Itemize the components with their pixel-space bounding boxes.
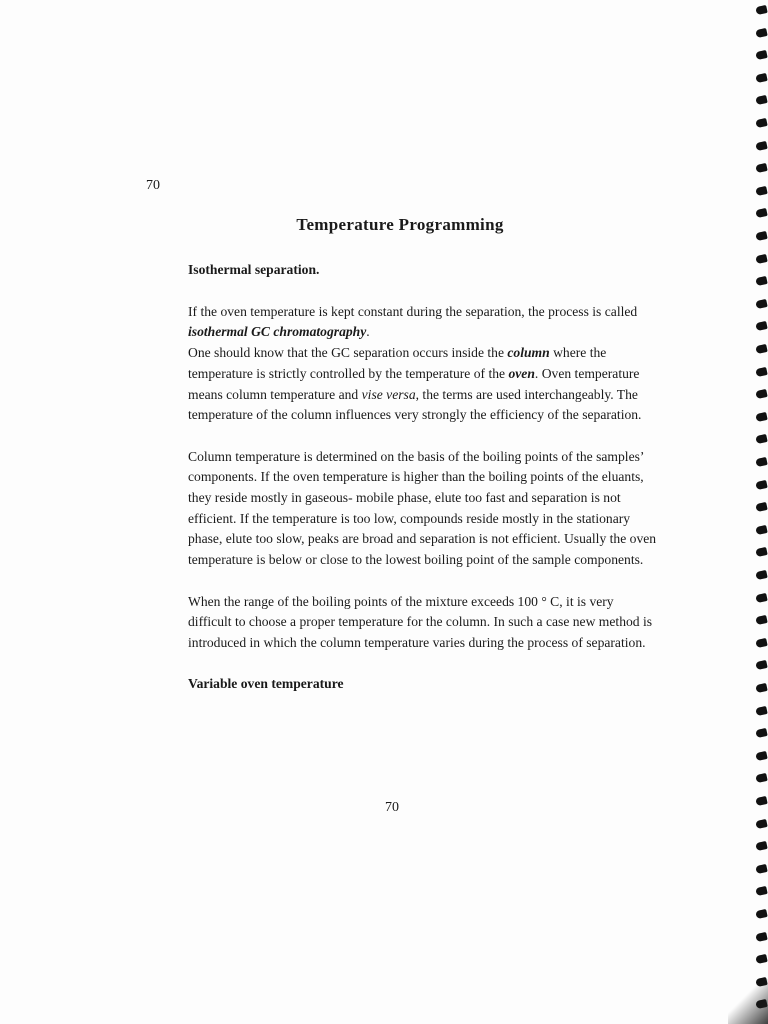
binding-ring — [755, 547, 767, 557]
binding-ring — [755, 28, 767, 38]
binding-ring — [755, 502, 767, 512]
binding-ring — [755, 728, 767, 738]
text-span: If the oven temperature is kept constant during the separation, the process is called — [188, 303, 638, 319]
binding-ring — [755, 593, 767, 603]
binding-ring — [755, 367, 767, 377]
emphasis-oven: oven — [508, 365, 535, 381]
page-title: Temperature Programming — [296, 215, 504, 234]
paragraph-column-oven — [188, 343, 658, 426]
text-span: . Oven temperature means column temperature and — [188, 365, 640, 402]
paragraph-gap — [188, 571, 658, 592]
binding-ring — [755, 615, 767, 625]
binding-ring — [755, 231, 767, 241]
binding-ring — [755, 932, 767, 942]
binding-ring — [755, 186, 767, 196]
binding-ring — [755, 819, 767, 829]
binding-ring — [755, 141, 767, 151]
section-heading-variable-oven: Variable oven temperature — [188, 676, 344, 692]
binding-ring — [755, 95, 767, 105]
paragraph-isothermal-definition — [188, 302, 658, 343]
binding-ring — [755, 163, 767, 173]
body-content — [188, 260, 658, 716]
text-span: . — [366, 324, 370, 340]
binding-ring — [755, 773, 767, 783]
text-span: One should know that the GC separation occurs inside the — [188, 345, 508, 361]
text-span: , the terms are used interchangeably. The temperature of the column influences very strongly the efficiency of the separation. — [188, 386, 642, 423]
binding-ring — [755, 638, 767, 648]
binding-ring — [755, 841, 767, 851]
page-number-top: 70 — [146, 178, 160, 193]
binding-ring — [755, 954, 767, 964]
binding-ring — [755, 570, 767, 580]
binding-ring — [755, 254, 767, 264]
binding-ring — [755, 886, 767, 896]
binding-ring — [755, 321, 767, 331]
paragraph-gap — [188, 654, 658, 675]
spiral-binding — [748, 0, 768, 1024]
emphasis-isothermal-gc: isothermal GC chromatography — [188, 324, 367, 340]
binding-ring — [755, 864, 767, 874]
binding-ring — [755, 457, 767, 467]
binding-ring — [755, 434, 767, 444]
binding-ring — [755, 299, 767, 309]
binding-ring — [755, 480, 767, 490]
binding-ring — [755, 706, 767, 716]
binding-ring — [755, 389, 767, 399]
binding-ring — [755, 344, 767, 354]
binding-ring — [755, 5, 767, 15]
binding-ring — [755, 73, 767, 83]
binding-ring — [755, 751, 767, 761]
paragraph-column-temperature: Column temperature is determined on the basis of the boiling points of the samples’ components. If the oven temperature is higher than the boiling points of the eluants, they reside mostly in gaseous- mobile phase, elute too fast and separation is not efficient. If the temperature is too low, compounds reside mostly in the stationary phase, elute too slow, peaks are broad and separation is not efficient. Usually the oven temperature is below or close to the lowest boiling point of the sample components. — [188, 448, 657, 568]
binding-ring — [755, 412, 767, 422]
paragraph-gap — [188, 426, 658, 447]
section-heading-isothermal: Isothermal separation. — [188, 262, 320, 277]
binding-ring — [755, 909, 767, 919]
emphasis-column: column — [507, 345, 550, 361]
binding-ring — [755, 660, 767, 670]
binding-ring — [755, 525, 767, 535]
binding-ring — [755, 683, 767, 693]
page-corner-shadow — [728, 979, 768, 1024]
paragraph-boiling-range: When the range of the boiling points of the mixture exceeds 100 ° C, it is very difficult to choose a proper temperature for the column. In such a case new method is introduced in which the column temperature varies during the process of separation. — [188, 593, 653, 650]
binding-ring — [755, 208, 767, 218]
emphasis-vise-versa: vise versa — [361, 386, 416, 402]
text-span: where the temperature is strictly controlled by the temperature of the — [188, 345, 607, 381]
binding-ring — [755, 796, 767, 806]
binding-ring — [755, 118, 767, 128]
binding-ring — [755, 50, 767, 60]
page-number-bottom: 70 — [385, 800, 399, 815]
binding-ring — [755, 276, 767, 286]
